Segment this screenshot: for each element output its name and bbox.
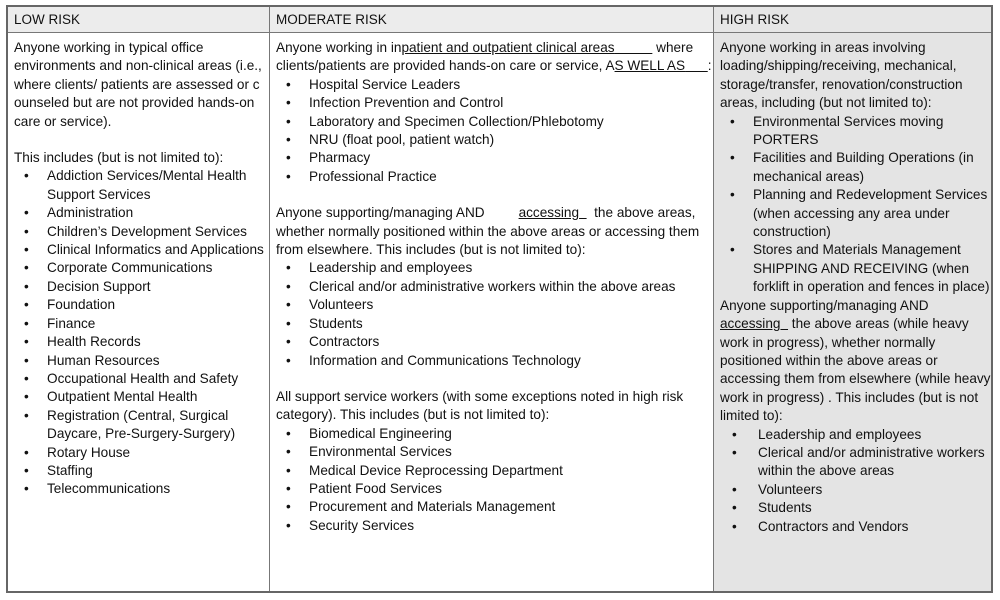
moderate-list-1 — [276, 76, 713, 186]
moderate-intro-underlined-2: S WELL AS — [614, 58, 686, 74]
low-risk-includes: This includes (but is not limited to): — [14, 150, 224, 166]
header-moderate-risk: MODERATE RISK — [269, 7, 713, 33]
list-item: • Environmental Services — [276, 443, 713, 461]
low-risk-intro: Anyone working in typical office environments and non-clinical areas (i.e., where clients/ patients are assessed or c ounseled but are not provided hands-on care or service). — [14, 40, 262, 129]
list-item: • Health Records — [14, 333, 269, 351]
high-risk-intro: Anyone working in areas involving loading/shipping/receiving, mechanical, storage/transfer, renovation/construction areas, including (but not limited to): — [720, 40, 963, 111]
list-item: • Foundation — [14, 296, 269, 314]
list-item: • Occupational Health and Safety — [14, 370, 269, 388]
high-list-2 — [720, 426, 991, 536]
moderate-risk-column — [269, 33, 713, 591]
list-item: • Stores and Materials Management SHIPPING AND RECEIVING (when forklift in operation and fences in place) — [720, 241, 991, 296]
list-item: • Laboratory and Specimen Collection/Phlebotomy — [276, 113, 713, 131]
list-item: • Human Resources — [14, 352, 269, 370]
list-item: • Students — [720, 499, 991, 517]
risk-table — [6, 5, 993, 593]
moderate-para2 — [276, 204, 713, 259]
list-item: • Procurement and Materials Management — [276, 498, 713, 516]
list-item: • NRU (float pool, patient watch) — [276, 131, 713, 149]
list-item: • Registration (Central, Surgical Daycare, Pre-Surgery-Surgery) — [14, 407, 269, 444]
list-item: • Clerical and/or administrative workers within the above areas — [276, 278, 713, 296]
list-item: • Planning and Redevelopment Services (when accessing any area under construction) — [720, 186, 991, 241]
list-item: • Leadership and employees — [276, 259, 713, 277]
list-item: • Students — [276, 315, 713, 333]
list-item: • Information and Communications Technology — [276, 352, 713, 370]
list-item: • Finance — [14, 315, 269, 333]
list-item: • Pharmacy — [276, 149, 713, 167]
list-item: • Decision Support — [14, 278, 269, 296]
moderate-para3: All support service workers (with some exceptions noted in high risk category). This includes (but is not limited to): — [276, 388, 684, 423]
list-item: • Children’s Development Services — [14, 223, 269, 241]
moderate-para2-pre: Anyone supporting/managing AND — [276, 205, 485, 221]
high-para2 — [720, 297, 991, 426]
header-high-risk: HIGH RISK — [713, 7, 991, 33]
list-item: • Medical Device Reprocessing Department — [276, 462, 713, 480]
high-risk-column — [713, 33, 991, 591]
list-item: • Addiction Services/Mental Health Support Services — [14, 167, 269, 204]
moderate-para2-underlined: accessing — [518, 205, 580, 221]
moderate-intro-post: : — [707, 58, 712, 74]
moderate-para2-post: the above areas, whether normally positioned within the above areas or accessing them from elsewhere. This includes (but is not limited to): — [276, 205, 700, 258]
moderate-list-2 — [276, 259, 713, 369]
list-item: • Rotary House — [14, 444, 269, 462]
list-item: • Security Services — [276, 517, 713, 535]
high-list-1 — [720, 113, 991, 297]
list-item: • Administration — [14, 204, 269, 222]
high-para2-post: the above areas (while heavy work in progress), whether normally positioned within the above areas or accessing them from elsewhere (while heavy work in progress) . This includes (but is not limited to): — [720, 316, 991, 424]
high-para2-pre: Anyone supporting/managing AND — [720, 297, 929, 313]
list-item: • Leadership and employees — [720, 426, 991, 444]
list-item: • Hospital Service Leaders — [276, 76, 713, 94]
list-item: • Environmental Services moving PORTERS — [720, 113, 991, 150]
header-low-risk: LOW RISK — [8, 7, 269, 33]
list-item: • Clerical and/or administrative workers within the above areas — [720, 444, 991, 481]
moderate-list-3 — [276, 425, 713, 535]
list-item: • Contractors — [276, 333, 713, 351]
moderate-intro-mid: where clients/patients are provided hands-on care or service, A — [276, 40, 694, 74]
list-item: • Corporate Communications — [14, 259, 269, 277]
list-item: • Outpatient Mental Health — [14, 388, 269, 406]
moderate-intro-pre: Anyone working in in — [276, 40, 402, 55]
list-item: • Staffing — [14, 462, 269, 480]
list-item: • Facilities and Building Operations (in mechanical areas) — [720, 149, 991, 186]
high-para2-underlined: accessing — [720, 316, 781, 332]
list-item: • Biomedical Engineering — [276, 425, 713, 443]
list-item: • Patient Food Services — [276, 480, 713, 498]
list-item: • Professional Practice — [276, 168, 713, 186]
list-item: • Contractors and Vendors — [720, 518, 991, 536]
low-risk-column — [8, 33, 269, 591]
low-risk-list — [14, 167, 269, 498]
moderate-risk-intro — [276, 39, 713, 76]
list-item: • Clinical Informatics and Applications — [14, 241, 269, 259]
moderate-intro-underlined: patient and outpatient clinical areas — [401, 40, 615, 55]
list-item: • Telecommunications — [14, 480, 269, 498]
list-item: • Volunteers — [720, 481, 991, 499]
list-item: • Volunteers — [276, 296, 713, 314]
list-item: • Infection Prevention and Control — [276, 94, 713, 112]
